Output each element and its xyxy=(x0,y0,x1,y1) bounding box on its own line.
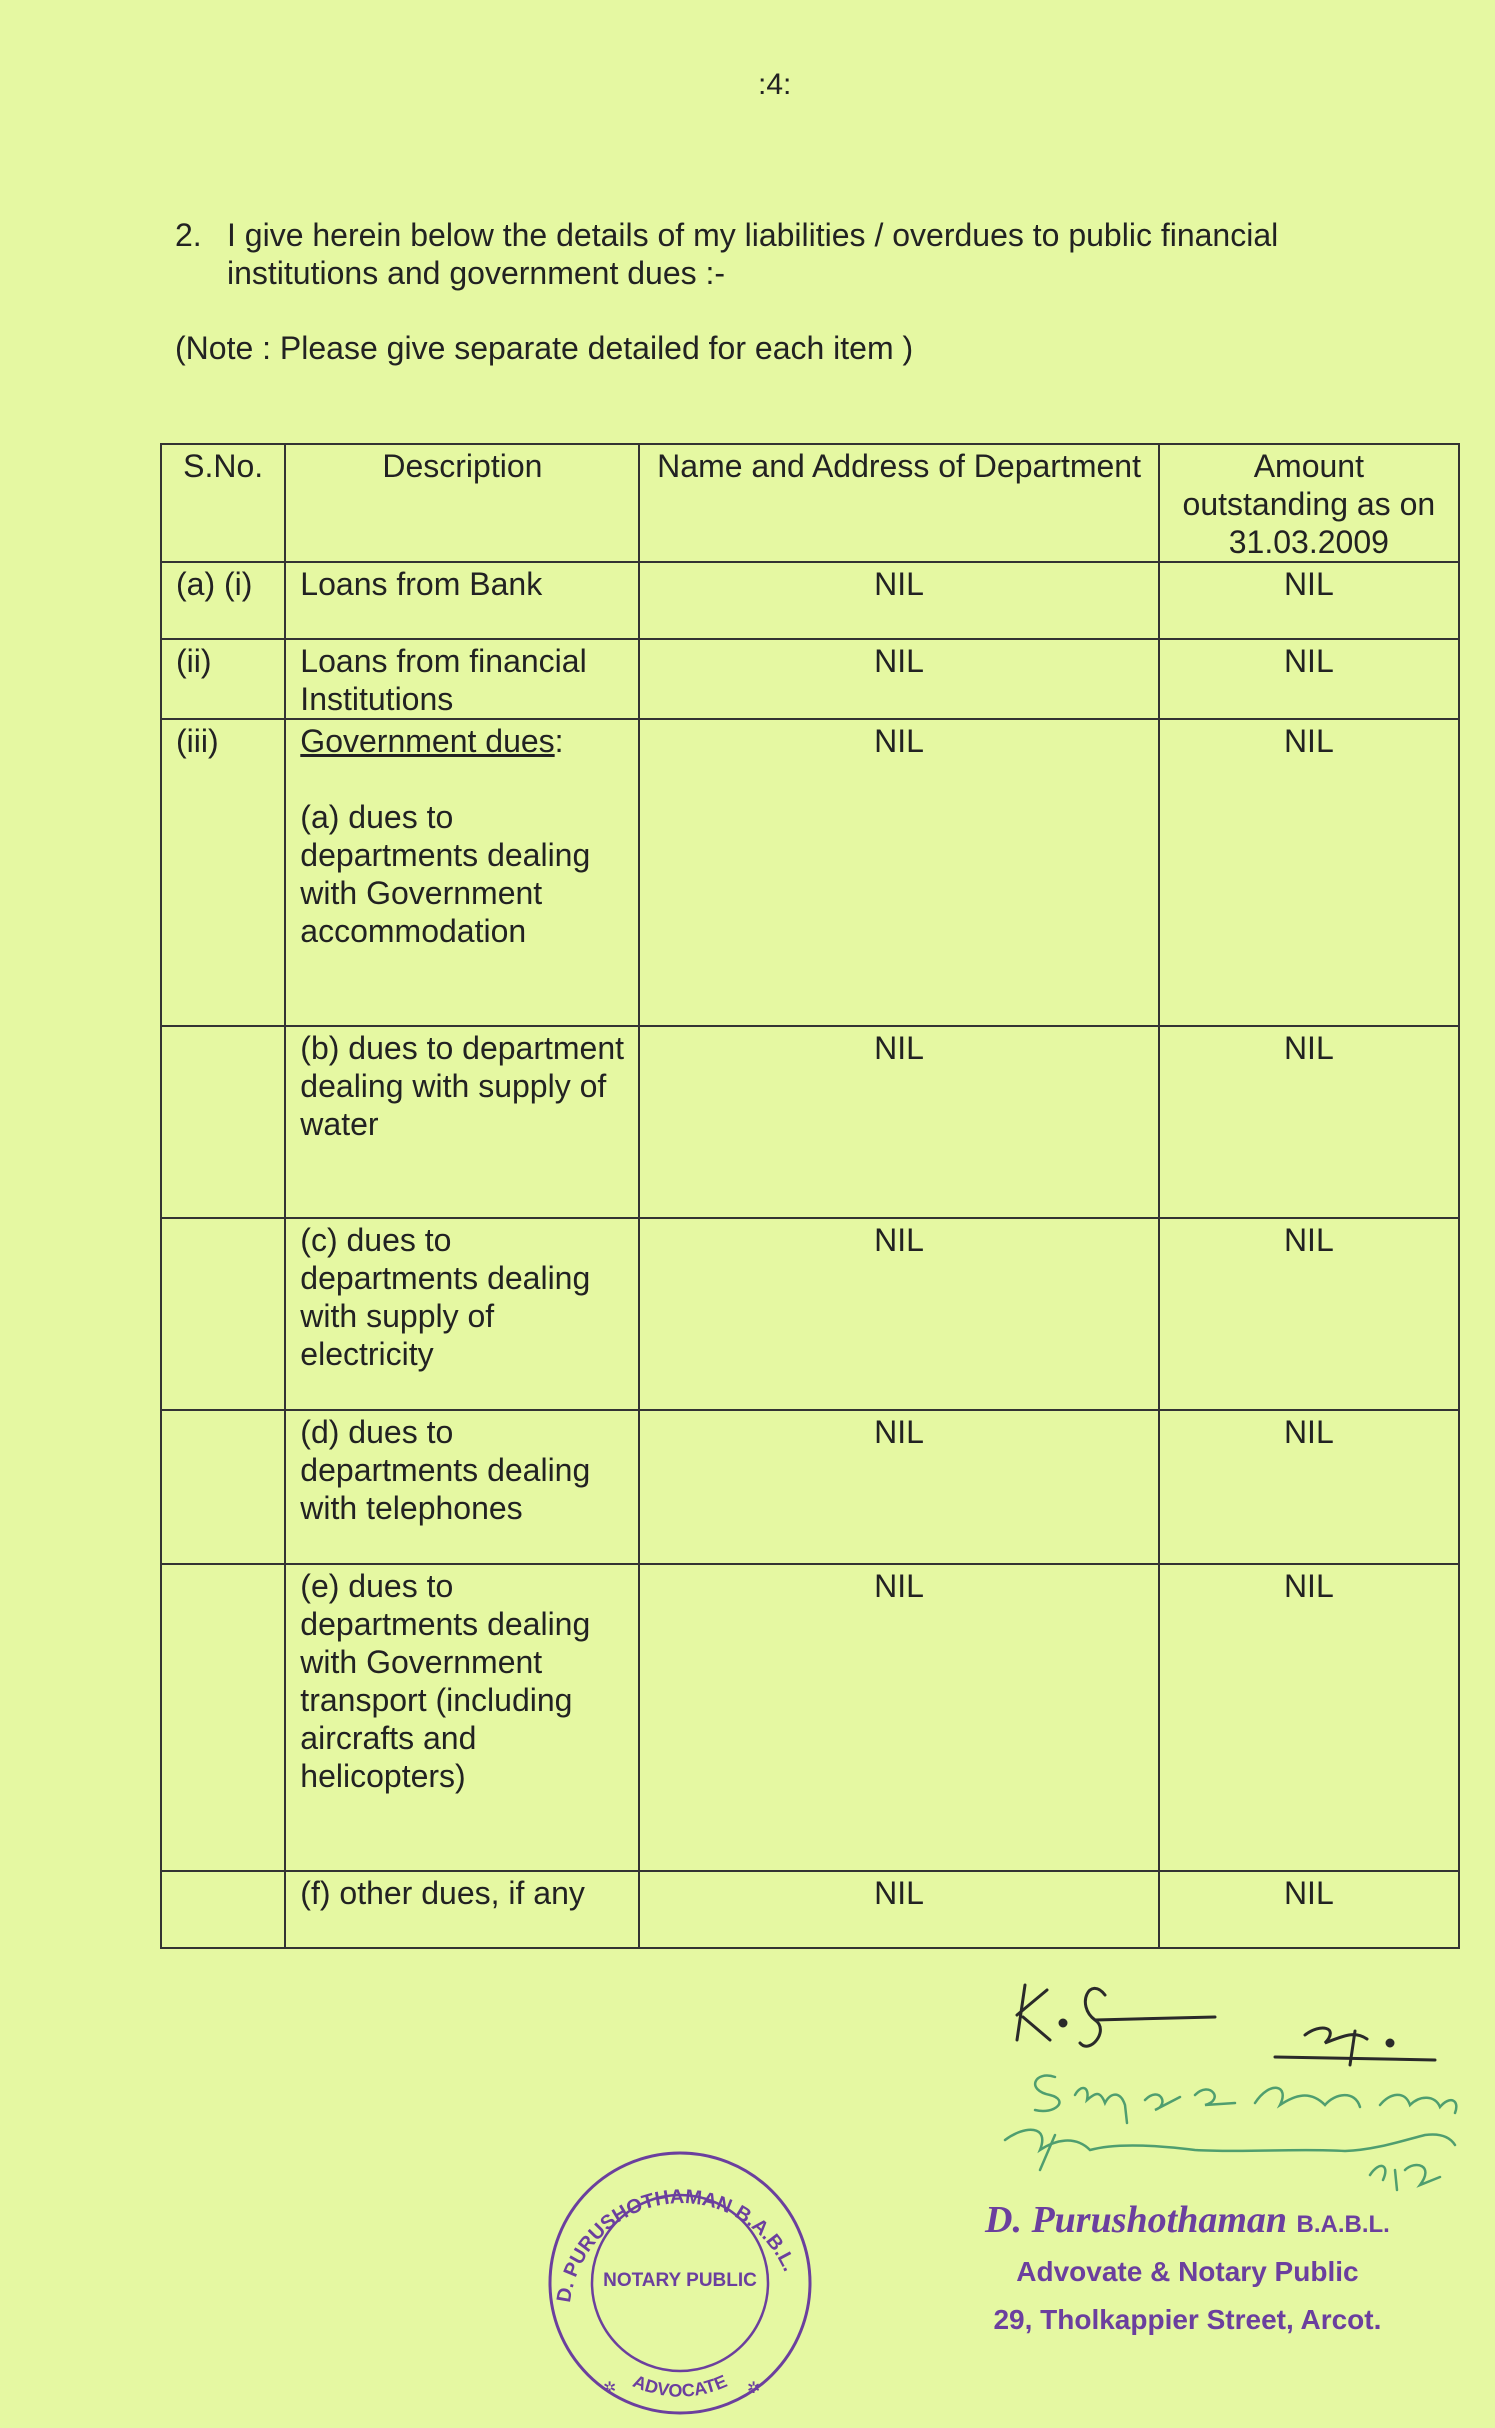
table-row xyxy=(161,1410,1459,1564)
row-description: (d) dues to departments dealing with telephones xyxy=(285,1410,639,1564)
row-description: (f) other dues, if any xyxy=(285,1871,639,1948)
header-amount: Amount outstanding as on 31.03.2009 xyxy=(1159,444,1459,562)
government-dues-heading: Government dues xyxy=(300,723,555,759)
row-sno xyxy=(161,1218,285,1410)
notary-address: 29, Tholkappier Street, Arcot. xyxy=(993,2304,1382,2335)
handwritten-signature xyxy=(995,1965,1465,2215)
row-department: NIL xyxy=(639,1410,1158,1564)
table-row xyxy=(161,639,1459,719)
row-sno: (ii) xyxy=(161,639,285,719)
row-amount: NIL xyxy=(1159,1026,1459,1218)
svg-text:D. PURUSHOTHAMAN B.A.B.L.: D. PURUSHOTHAMAN B.A.B.L. xyxy=(553,2185,801,2304)
row-description: (e) dues to departments dealing with Government transport (including aircrafts and helicopters) xyxy=(285,1564,639,1871)
row-description: (c) dues to departments dealing with supply of electricity xyxy=(285,1218,639,1410)
header-description: Description xyxy=(285,444,639,562)
header-department: Name and Address of Department xyxy=(639,444,1158,562)
row-amount: NIL xyxy=(1159,1218,1459,1410)
notary-seal xyxy=(985,2198,1390,2336)
row-sno: (iii) xyxy=(161,719,285,1026)
row-sno: (a) (i) xyxy=(161,562,285,639)
row-amount: NIL xyxy=(1159,719,1459,1026)
row-amount: NIL xyxy=(1159,1564,1459,1871)
row-description: Loans from Bank xyxy=(285,562,639,639)
table-row xyxy=(161,1218,1459,1410)
paragraph-number: 2. xyxy=(175,217,202,253)
table-header-row xyxy=(161,444,1459,562)
svg-text:✲: ✲ xyxy=(747,2380,761,2397)
paragraph-text: I give herein below the details of my liabilities / overdues to public financial institutions and government dues :- xyxy=(227,217,1279,291)
row-amount: NIL xyxy=(1159,639,1459,719)
note-text: (Note : Please give separate detailed for each item ) xyxy=(175,330,914,366)
table-row xyxy=(161,1564,1459,1871)
svg-text:NOTARY PUBLIC: NOTARY PUBLIC xyxy=(603,2270,757,2291)
liabilities-table xyxy=(160,443,1460,1949)
row-department: NIL xyxy=(639,639,1158,719)
row-sno xyxy=(161,1871,285,1948)
heading-colon: : xyxy=(554,723,564,759)
notary-qualification: B.A.B.L. xyxy=(1296,2211,1390,2238)
row-department: NIL xyxy=(639,1564,1158,1871)
table-row xyxy=(161,719,1459,1026)
table-row xyxy=(161,562,1459,639)
row-description: (b) dues to department dealing with supply of water xyxy=(285,1026,639,1218)
page-number: :4: xyxy=(758,68,792,101)
row-department: NIL xyxy=(639,1026,1158,1218)
header-sno: S.No. xyxy=(161,444,285,562)
row-description-text: (a) dues to departments dealing with Government accommodation xyxy=(300,799,591,949)
row-amount: NIL xyxy=(1159,1871,1459,1948)
notary-name: D. Purushothaman xyxy=(985,2199,1288,2241)
row-department: NIL xyxy=(639,562,1158,639)
row-department: NIL xyxy=(639,719,1158,1026)
row-sno xyxy=(161,1564,285,1871)
intro-paragraph xyxy=(175,216,1375,292)
table-row xyxy=(161,1026,1459,1218)
row-amount: NIL xyxy=(1159,1410,1459,1564)
notary-rubber-stamp xyxy=(535,2138,825,2428)
row-amount: NIL xyxy=(1159,562,1459,639)
notary-title: Advovate & Notary Public xyxy=(1016,2256,1359,2287)
table-row xyxy=(161,1871,1459,1948)
row-department: NIL xyxy=(639,1218,1158,1410)
row-department: NIL xyxy=(639,1871,1158,1948)
row-sno xyxy=(161,1410,285,1564)
row-description: Loans from financial Institutions xyxy=(285,639,639,719)
row-sno xyxy=(161,1026,285,1218)
row-description xyxy=(285,719,639,1026)
svg-text:ADVOCATE: ADVOCATE xyxy=(630,2371,730,2401)
svg-text:✲: ✲ xyxy=(603,2380,617,2397)
